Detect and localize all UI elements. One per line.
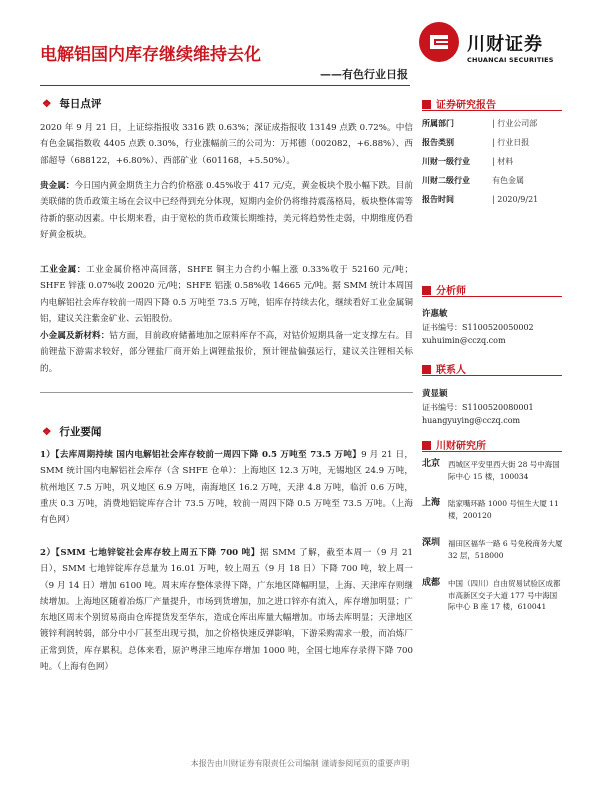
page-footer: 本报告由川财证券有限责任公司编制 谨请参阅尾页的重要声明 (190, 759, 410, 768)
analyst-heading: 分析师 (422, 282, 562, 297)
company-name-english: CHUANCAI SECURITIES (467, 56, 554, 64)
industry-news-heading: ❖ 行业要闻 (42, 426, 102, 438)
minor-metals-paragraph: 小金属及新材料：钴方面，目前政府储蓄地加之原料库存不高，对钴价短期具备一定支撑左右。目前锂盐下游需求较好，部分锂盐厂商开始上调锂盐报价，预计锂盐偏强运行，建议关注锂相关标的。 (40, 331, 413, 374)
report-info-row: 所属部门 | 行业公司部 (422, 119, 538, 128)
report-title: 电解铝国内库存继续维持去化 (40, 45, 261, 65)
diamond-icon: ❖ (42, 426, 52, 438)
header-divider (40, 85, 410, 86)
office-city: 上海 (422, 498, 441, 508)
company-logo-icon (419, 22, 459, 62)
report-info-row: 报告时间 | 2020/9/21 (422, 195, 539, 204)
diamond-icon: ❖ (42, 98, 52, 110)
square-bullet-icon (422, 100, 431, 109)
report-info-heading: 证券研究报告 (422, 96, 562, 111)
analyst-cert: 证书编号：S1100520050002 (422, 323, 534, 332)
sidebar-divider (422, 375, 562, 376)
news-item-2-headline: 2）【SMM 七地锌锭社会库存较上周五下降 700 吨】 (40, 548, 260, 558)
precious-metals-paragraph: 贵金属：今日国内黄金期货主力合约价格涨 0.45%收于 417 元/克，黄金板块个股小幅下跌。目前美联储的货币政策主场在会议中已经得到充分体现，短期内金价仍将维持震荡格局，板块整体需等待新的驱动因素。中长期来看，由于宽松的货币政策长期维持，美元将趋势性走弱，中期维度仍看好黄金板块。 (40, 181, 413, 240)
square-bullet-icon (422, 365, 431, 374)
contact-cert: 证书编号：S1100520080001 (422, 403, 534, 412)
sidebar-divider (422, 451, 562, 452)
industrial-metals-paragraph: 工业金属：工业金属价格冲高回落，SHFE 铜主力合约小幅上涨 0.33%收于 52160 元/吨；SHFE 锌涨 0.07%收 20020 元/吨；SHFE 铝涨 0.58%收 14665 元/吨。据 SMM 统计本周国内电解铝社会库存较前一周四下降 0.5 万吨至 73.5 万吨，铝库存持续去化，继续看好工业金属铜铝，建议关注紫金矿业、云铝股份。 (40, 265, 413, 324)
contact-card (422, 388, 562, 427)
square-bullet-icon (422, 441, 431, 450)
office-city: 成都 (422, 578, 441, 588)
precious-metals-lead: 贵金属： (40, 181, 75, 191)
report-info-table (422, 114, 562, 209)
office-address: 福田区福华一路 6 号免税商务大厦 32 层，518000 (448, 539, 563, 560)
office-address: 西城区平安里西大街 28 号中海国际中心 15 楼，100034 (448, 460, 560, 481)
sidebar-divider (422, 296, 562, 297)
contact-name: 黄显颖 (422, 389, 448, 399)
analyst-email[interactable]: xuhuimin@cczq.com (422, 336, 506, 345)
news-item-2: 2）【SMM 七地锌锭社会库存较上周五下降 700 吨】据 SMM 了解，截至本周一（9 月 21 日），SMM 七地锌锭库存总量为 16.01 万吨，较上周五（9 月 18 日）下降 700 吨，较上周一（9 月 14 日）增加 6100 吨。周末库存整体录得下降，广东地区降幅明显，上海、天津库存则继续增加。上海地区随着冶炼厂产量提升，市场到货增加，加之进口锌亦有流入，库存增加明显；广东地区周末个别贸易商由仓库提货发至华东，造成仓库出库量大幅增加。市场去库明显；天津地区镀锌利润转弱，部分中小厂甚至出现亏损，加之价格快速反弹影响，下游采购需求一般，而冶炼厂正常到货，库存累积。总体来看，原沪粤津三地库存增加 1000 吨，全国七地库存录得下降 700 吨。（上海有色网） (40, 548, 413, 673)
office-shenzhen (422, 538, 562, 574)
market-summary: 2020 年 9 月 21 日，上证综指报收 3316 跌 0.63%；深证成指报收 13149 点跌 0.72%。中信有色金属指数收 4405 点跌 0.30%，行业涨幅前三的公司为：万邦德（002082，+6.88%）、西部超导（688122，+6.80%）、西部矿业（601168，+5.50%）。 (40, 123, 413, 166)
office-address: 陆家嘴环路 1000 号恒生大厦 11 楼，200120 (448, 499, 559, 520)
analyst-name: 许惠敏 (422, 309, 448, 319)
institute-heading: 川财研究所 (422, 437, 562, 452)
daily-comment-heading: ❖ 每日点评 (42, 98, 102, 110)
contact-email[interactable]: huangyuying@cczq.com (422, 416, 521, 425)
square-bullet-icon (422, 286, 431, 295)
section-divider (40, 392, 413, 393)
minor-metals-lead: 小金属及新材料： (40, 331, 110, 341)
news-item-1: 1）【去库周期持续 国内电解铝社会库存较前一周四下降 0.5 万吨至 73.5 万吨】9 月 21 日，SMM 统计国内电解铝社会库存（含 SHFE 仓单）：上海地区 12.3 万吨，无锡地区 24.9 万吨，杭州地区 7.5 万吨，巩义地区 6.9 万吨，南海地区 16.2 万吨，天津 4.8 万吨，临沂 0.6 万吨，重庆 0.3 万吨，消费地铝锭库存合计 73.5 万吨，较前一周四下降 0.5 万吨至 73.5 万吨。（上海有色网） (40, 450, 413, 526)
company-name: 川财证券 (467, 34, 543, 55)
analyst-card (422, 308, 562, 347)
sidebar-divider (422, 110, 562, 111)
report-info-row: 川财一级行业 | 材料 (422, 157, 514, 166)
report-subtitle: ——有色行业日报 (320, 68, 408, 81)
news-item-1-headline: 1）【去库周期持续 国内电解铝社会库存较前一周四下降 0.5 万吨至 73.5 万吨】 (40, 450, 362, 460)
office-city: 深圳 (422, 538, 441, 548)
office-shanghai (422, 498, 562, 534)
report-info-row: 报告类别 | 行业日报 (422, 138, 530, 147)
report-info-row: 川财二级行业 有色金属 (422, 176, 524, 185)
contact-heading: 联系人 (422, 361, 562, 376)
office-city: 北京 (422, 459, 441, 469)
office-beijing (422, 459, 562, 495)
industrial-metals-lead: 工业金属： (40, 265, 86, 275)
office-chengdu (422, 578, 562, 638)
office-address: 中国（四川）自由贸易试验区成都市高新区交子大道 177 号中海国际中心 B 座 17 楼，610041 (448, 579, 561, 611)
